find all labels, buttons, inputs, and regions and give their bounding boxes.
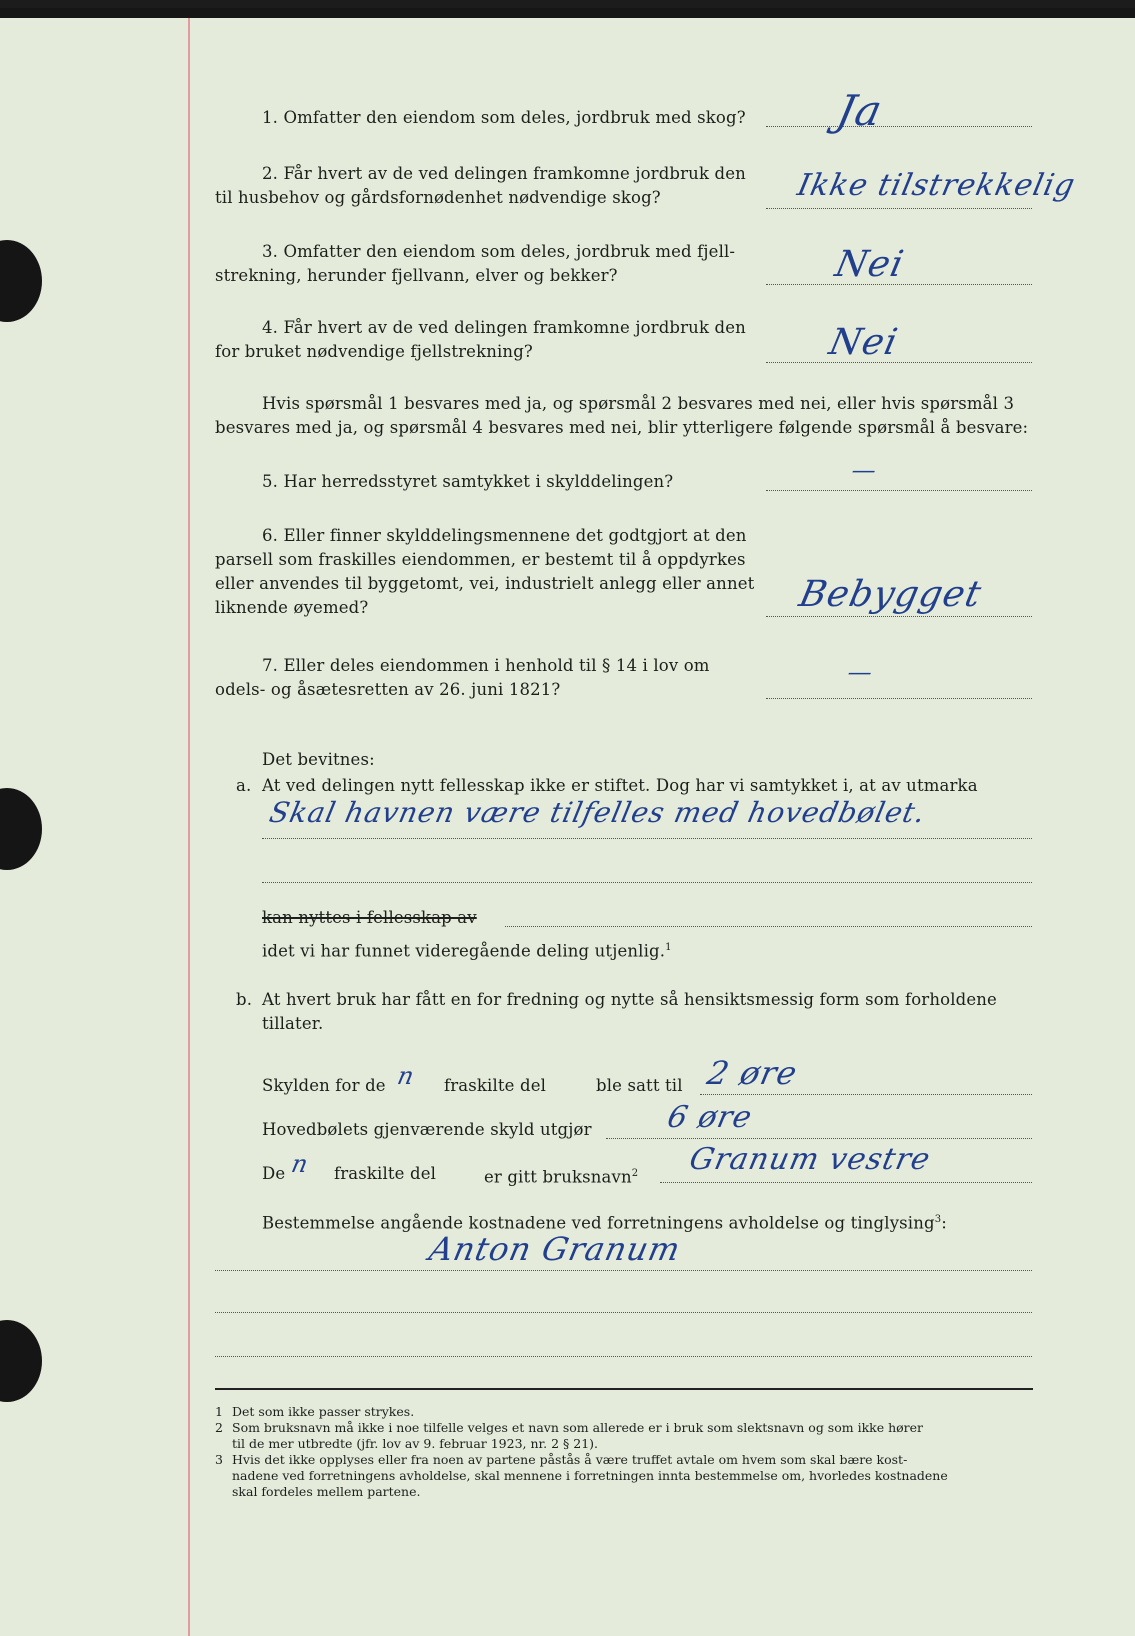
- footnote-2-num: 2: [215, 1420, 223, 1435]
- question-7-line1: 7. Eller deles eiendommen i henhold til § 14 i lov om: [262, 656, 710, 675]
- answer-line: [660, 1182, 1032, 1183]
- footnote-1-num: 1: [215, 1404, 223, 1419]
- attest-a-text: At ved delingen nytt fellesskap ikke er stiftet. Dog har vi samtykket i, at av utmarka: [262, 776, 978, 795]
- answer-line: [215, 1312, 1032, 1313]
- question-5: 5. Har herredsstyret samtykket i skylddelingen?: [262, 472, 674, 491]
- condition-line2: besvares med ja, og spørsmål 4 besvares med nei, blir ytterligere følgende spørsmål å besvare:: [215, 418, 1029, 437]
- attest-heading: Det bevitnes:: [262, 750, 375, 769]
- skylden-label-post: ble satt til: [596, 1076, 683, 1095]
- footnote-3-num: 3: [215, 1452, 223, 1467]
- kost-value: Anton Granum: [425, 1230, 685, 1268]
- navn-label-pre: De: [262, 1164, 286, 1183]
- punch-hole: [0, 788, 42, 870]
- answer-line: [606, 1138, 1032, 1139]
- question-6-line3: eller anvendes til byggetomt, vei, industrielt anlegg eller annet: [215, 574, 755, 593]
- answer-line: [215, 1270, 1032, 1271]
- attest-a-handwriting: Skal havnen være tilfelles med hovedbølet.: [266, 796, 929, 829]
- skylden-label-mid: fraskilte del: [444, 1076, 547, 1095]
- attest-b-label: b.: [236, 990, 253, 1009]
- footnote-3-line1: Hvis det ikke opplyses eller fra noen av partene påstås å være truffet avtale om hvem som skal bære kost-: [232, 1452, 908, 1467]
- answer-line: [766, 362, 1032, 363]
- attest-b-line1: At hvert bruk har fått en for fredning og nytte så hensiktsmessig form som forholdene: [262, 990, 997, 1009]
- footnote-ref: 1: [665, 942, 672, 953]
- attest-a-label: a.: [236, 776, 252, 795]
- kost-label-text: Bestemmelse angående kostnadene ved forretningens avholdelse og tinglysing: [262, 1213, 935, 1233]
- question-3-line1: 3. Omfatter den eiendom som deles, jordbruk med fjell-: [262, 242, 736, 261]
- footnote-ref: 3: [934, 1214, 942, 1225]
- question-6-line4: liknende øyemed?: [215, 598, 369, 617]
- answer-line: [262, 838, 1032, 839]
- punch-hole: [0, 240, 42, 322]
- question-1: 1. Omfatter den eiendom som deles, jordbruk med skog?: [262, 108, 746, 127]
- footnote-3-line2: nadene ved forretningens avholdelse, skal mennene i forretningen innta bestemmelse om, hvorledes kostnadene: [232, 1468, 948, 1483]
- hoved-value: 6 øre: [664, 1100, 756, 1135]
- answer-2-handwriting: Ikke tilstrekkelig: [794, 168, 1079, 203]
- question-7-line2: odels- og åsætesretten av 26. juni 1821?: [215, 680, 561, 699]
- footnote-2-line1: Som bruksnavn må ikke i noe tilfelle velges et navn som allerede er i bruk som slektsnavn og som ikke hører: [232, 1420, 924, 1435]
- punch-hole: [0, 1320, 42, 1402]
- scan-edge: [0, 8, 1135, 18]
- document-page: [0, 8, 1135, 1636]
- answer-1-handwriting: Ja: [832, 86, 888, 135]
- question-6-line1: 6. Eller finner skylddelingsmennene det godtgjort at den: [262, 526, 747, 545]
- attest-a-end: [262, 936, 672, 964]
- navn-label-post-text: er gitt bruksnavn: [484, 1167, 632, 1187]
- footnote-2-line2: til de mer utbredte (jfr. lov av 9. februar 1923, nr. 2 § 21).: [232, 1436, 598, 1451]
- answer-3-handwriting: Nei: [831, 244, 908, 285]
- answer-line: [262, 882, 1032, 883]
- attest-b-line2: tillater.: [262, 1014, 324, 1033]
- question-4-line1: 4. Får hvert av de ved delingen framkomne jordbruk den: [262, 318, 746, 337]
- answer-line: [766, 208, 1032, 209]
- attest-a-end-text: idet vi har funnet videregående deling utjenlig.: [262, 941, 666, 961]
- answer-line: [766, 126, 1032, 127]
- navn-value: Granum vestre: [686, 1142, 934, 1177]
- answer-line: [505, 926, 1032, 927]
- question-2-line2: til husbehov og gårdsfornødenhet nødvendige skog?: [215, 188, 661, 207]
- answer-line: [766, 490, 1032, 491]
- footnote-1: Det som ikke passer strykes.: [232, 1404, 415, 1419]
- answer-5-handwriting: —: [849, 456, 880, 484]
- question-4-line2: for bruket nødvendige fjellstrekning?: [215, 342, 533, 361]
- question-6-line2: parsell som fraskilles eiendommen, er bestemt til å oppdyrkes: [215, 550, 746, 569]
- answer-line: [700, 1094, 1032, 1095]
- answer-4-handwriting: Nei: [825, 322, 902, 363]
- answer-line: [766, 698, 1032, 699]
- navn-handwriting-suffix: n: [289, 1150, 312, 1178]
- skylden-value: 2 øre: [703, 1054, 802, 1092]
- question-2-line1: 2. Får hvert av de ved delingen framkomne jordbruk den: [262, 164, 746, 183]
- red-margin-line: [188, 18, 190, 1636]
- footnote-ref: 2: [631, 1168, 639, 1179]
- navn-label-mid: fraskilte del: [334, 1164, 437, 1183]
- answer-6-handwriting: Bebygget: [795, 574, 986, 615]
- question-3-line2: strekning, herunder fjellvann, elver og bekker?: [215, 266, 618, 285]
- answer-line: [766, 616, 1032, 617]
- answer-line: [215, 1356, 1032, 1357]
- footnote-rule: [215, 1388, 1033, 1390]
- navn-label-post: [484, 1162, 638, 1190]
- skylden-handwriting-suffix: n: [395, 1062, 418, 1090]
- skylden-label-pre: Skylden for de: [262, 1076, 386, 1095]
- hoved-label: Hovedbølets gjenværende skyld utgjør: [262, 1120, 592, 1139]
- footnote-3-line3: skal fordeles mellem partene.: [232, 1484, 421, 1499]
- condition-line1: Hvis spørsmål 1 besvares med ja, og spørsmål 2 besvares med nei, eller hvis spørsmål 3: [262, 394, 1015, 413]
- answer-7-handwriting: —: [845, 658, 876, 686]
- kost-colon: :: [941, 1213, 947, 1233]
- attest-a-struck-text: kan nyttes i fellesskap av: [262, 908, 477, 927]
